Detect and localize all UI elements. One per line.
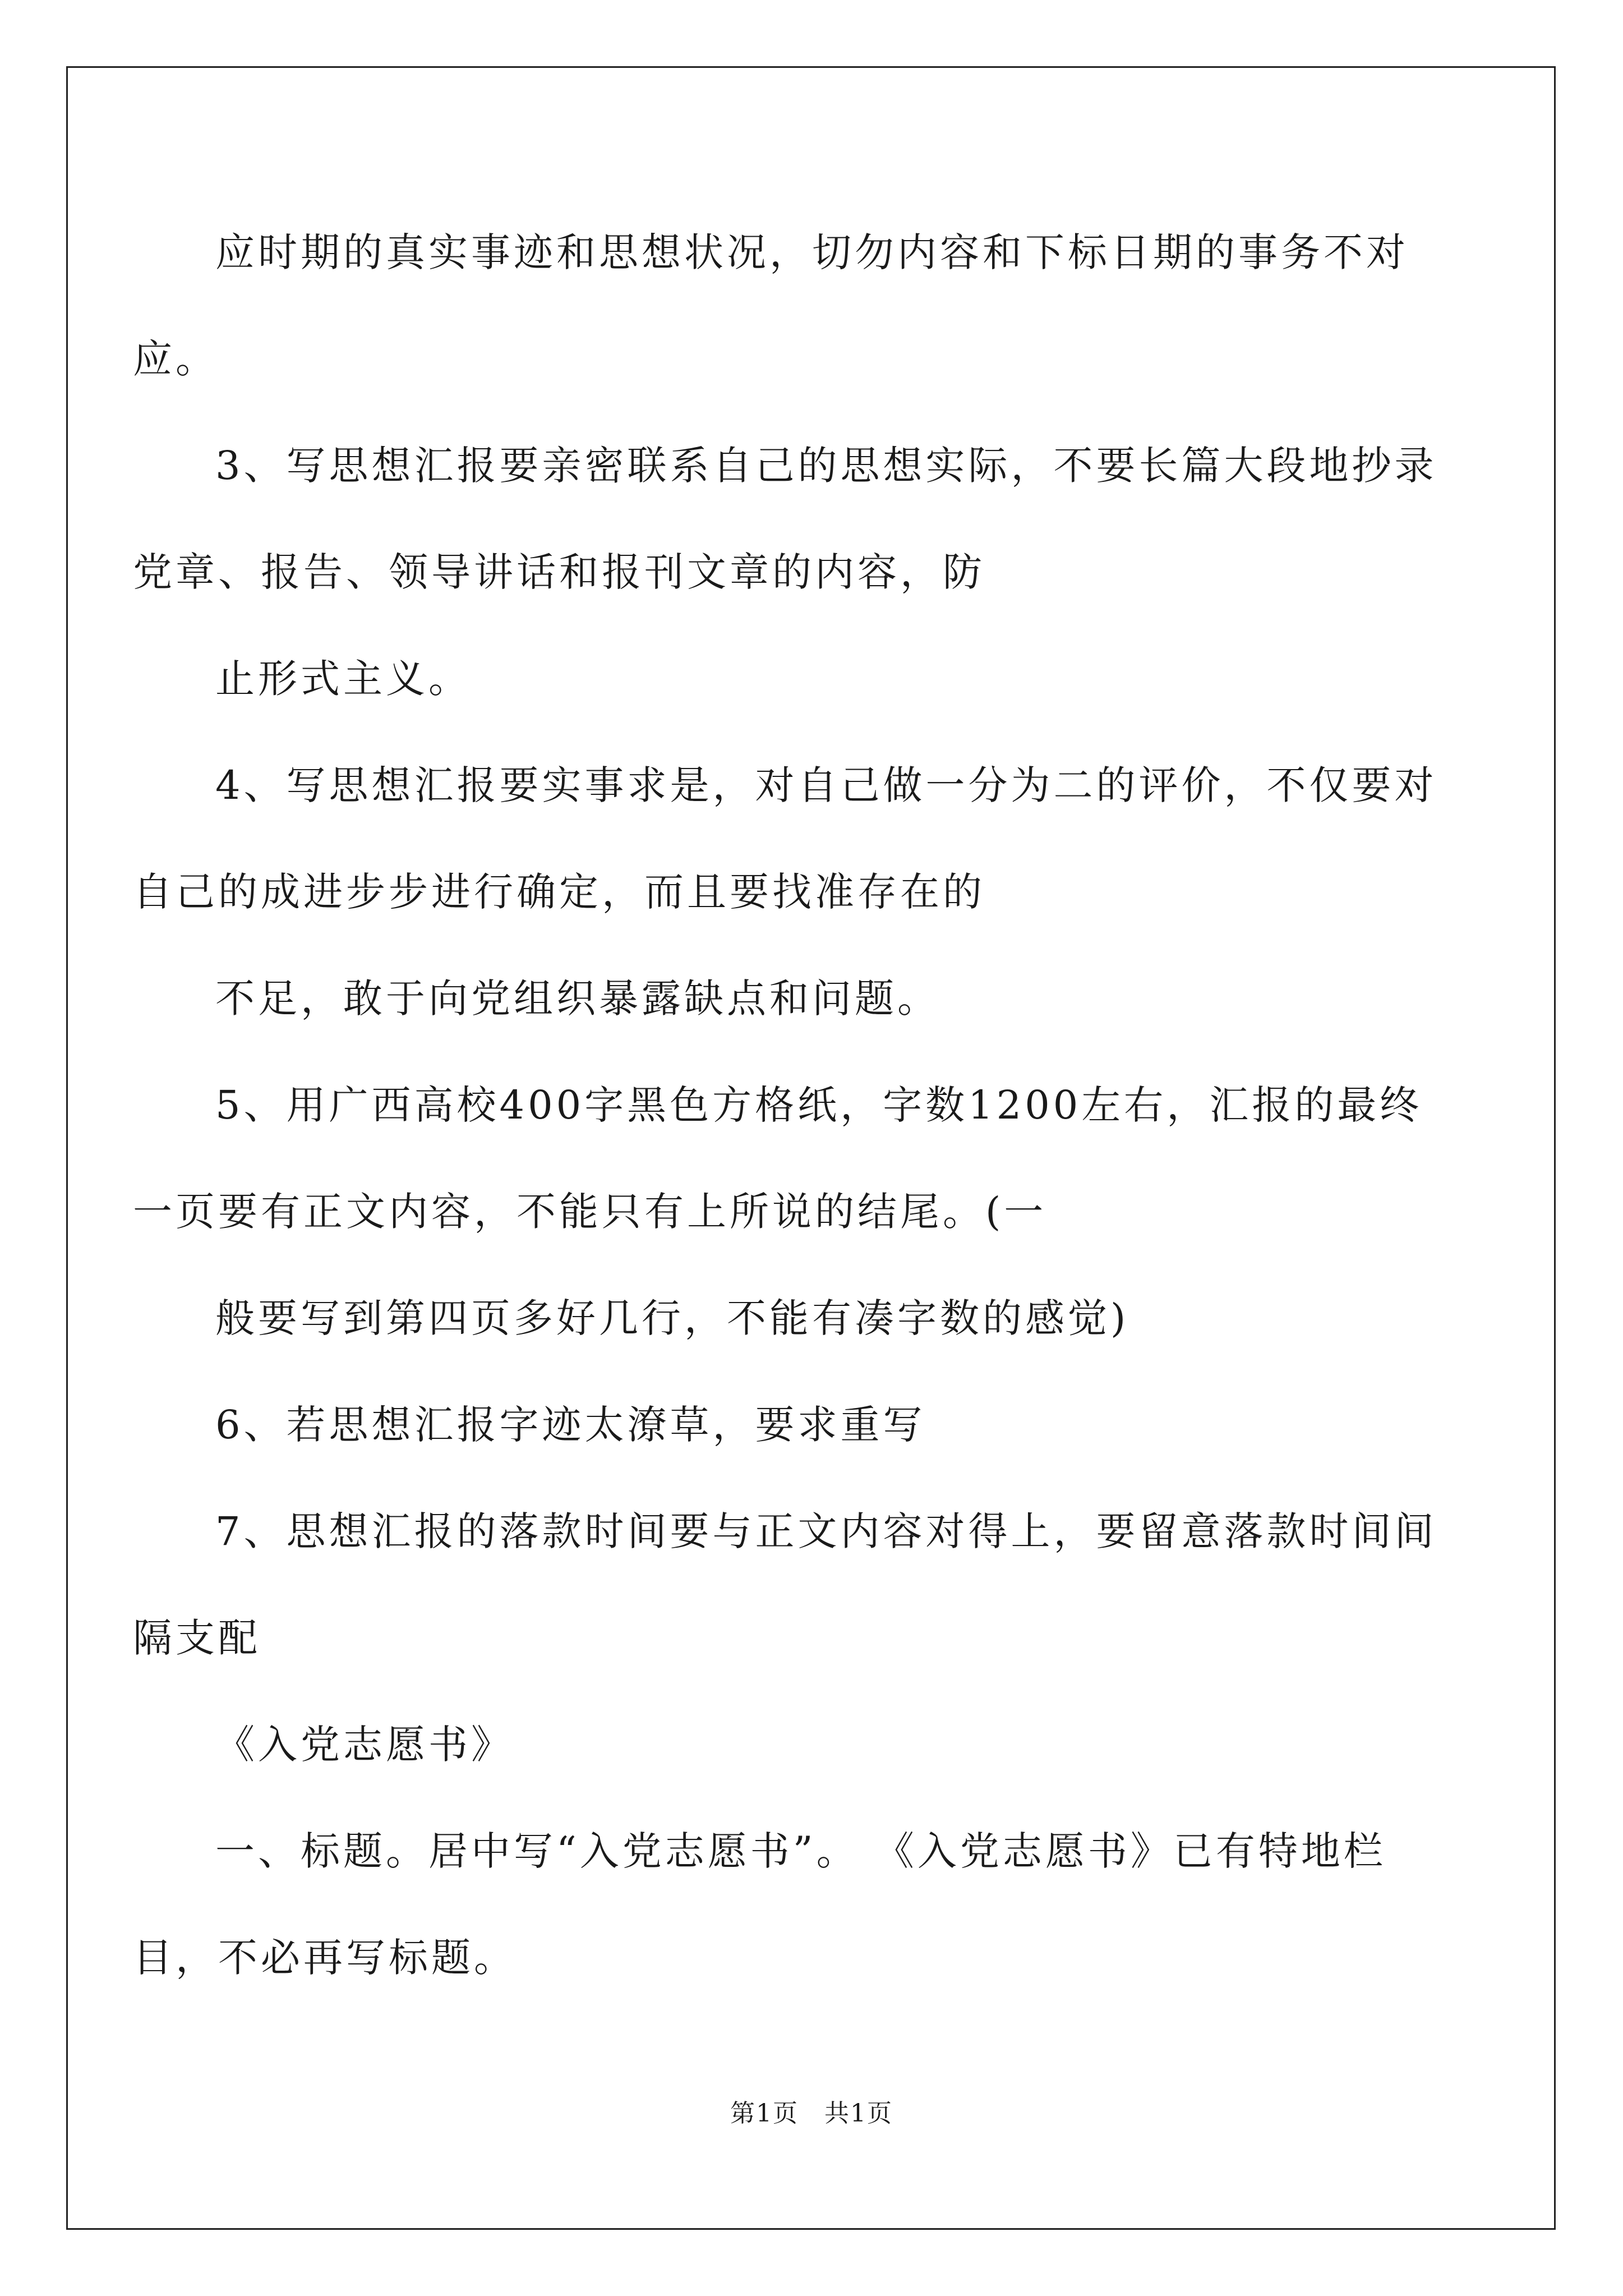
text-line: 不足，敢于向党组织暴露缺点和问题。 xyxy=(215,976,940,1022)
text-line: 应。 xyxy=(133,336,218,382)
page-footer: 第1页 共1页 xyxy=(730,2099,893,2128)
text-line: 5、用广西高校400字黑色方格纸，字数1200左右，汇报的最终 xyxy=(215,1082,1423,1128)
text-line: 党章、报告、领导讲话和报刊文章的内容，防 xyxy=(133,549,985,595)
text-line: 隔支配 xyxy=(133,1615,261,1661)
text-line: 目，不必再写标题。 xyxy=(133,1935,517,1981)
text-line: 7、思想汇报的落款时间要与正文内容对得上，要留意落款时间间 xyxy=(215,1508,1437,1554)
text-line: 止形式主义。 xyxy=(215,656,471,702)
text-line: 4、写思想汇报要实事求是，对自己做一分为二的评价，不仅要对 xyxy=(215,762,1437,808)
text-line: 3、写思想汇报要亲密联系自己的思想实际，不要长篇大段地抄录 xyxy=(215,443,1437,489)
section-heading: 《入党志愿书》 xyxy=(215,1722,514,1768)
text-line: 6、若思想汇报字迹太潦草，要求重写 xyxy=(215,1402,926,1448)
text-line: 般要写到第四页多好几行，不能有凑字数的感觉) xyxy=(215,1295,1129,1341)
text-line: 一、标题。居中写“入党志愿书”。 《入党志愿书》已有特地栏 xyxy=(215,1828,1386,1874)
text-line: 自己的成进步步进行确定，而且要找准存在的 xyxy=(133,869,985,915)
text-line: 一页要有正文内容，不能只有上所说的结尾。(一 xyxy=(133,1189,1047,1235)
text-line: 应时期的真实事迹和思想状况，切勿内容和下标日期的事务不对 xyxy=(215,229,1409,275)
